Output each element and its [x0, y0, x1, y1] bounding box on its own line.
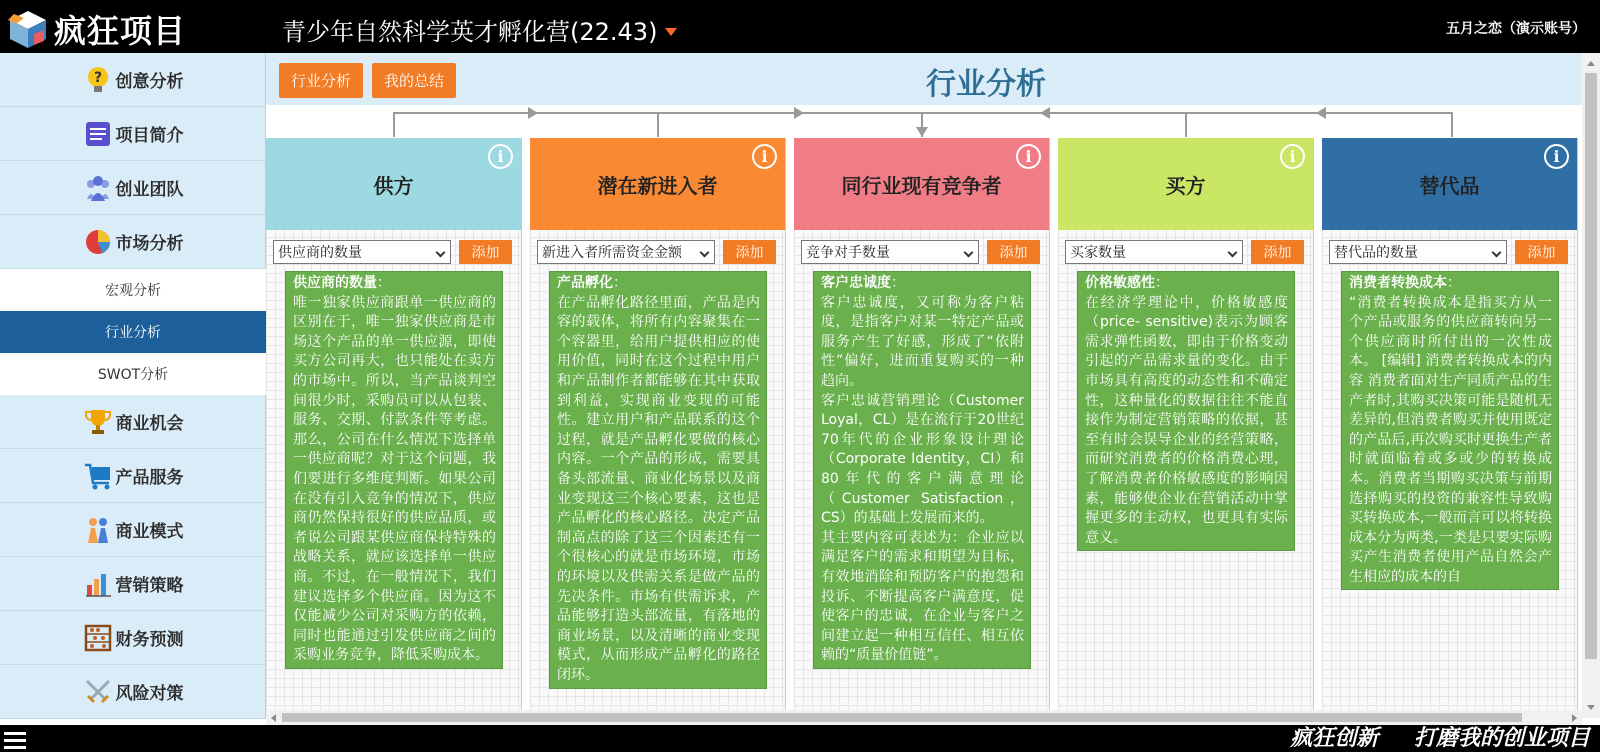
- footer-bar: [0, 725, 1600, 752]
- add-button[interactable]: 添加: [459, 240, 512, 264]
- people-icon: [82, 514, 114, 546]
- project-title: 青少年自然科学英才孵化营(22.43): [282, 18, 658, 46]
- info-icon[interactable]: i: [1544, 144, 1569, 169]
- factor-card: [285, 271, 503, 669]
- user-account[interactable]: 五月之恋（演示账号）: [1446, 21, 1586, 37]
- column-substitutes: [1322, 138, 1578, 748]
- factor-card: [1077, 271, 1295, 551]
- add-button[interactable]: 添加: [723, 240, 776, 264]
- sidebar-item-financial-forecast[interactable]: [0, 611, 266, 665]
- sidebar-item-label: 财务预测: [115, 630, 184, 650]
- factor-card-colon: ：: [891, 275, 905, 291]
- main-content: [266, 53, 1582, 725]
- page-title: 行业分析: [926, 67, 1046, 102]
- logo-cube-icon: [6, 8, 50, 50]
- sidebar-item-label: 市场分析: [115, 234, 184, 254]
- factor-select[interactable]: [1329, 240, 1507, 264]
- sidebar-item-project-intro[interactable]: [0, 107, 266, 161]
- info-icon[interactable]: i: [488, 144, 513, 169]
- chevron-down-icon: [964, 248, 974, 258]
- factor-card-title: 消费者转换成本: [1349, 275, 1447, 291]
- column-existing-competitors: [794, 138, 1050, 748]
- factor-card-text: 在经济学理论中，价格敏感度（price- sensitive)表示为顾客需求弹性函数，即由于价格变动引起的产品需求量的变化。由于市场具有高度的动态性和不确定性，这种量化的数据往往不能直接作为制定营销策略的依据，甚至有时会误导企业的经营策略，而研究消费者的价格消费心理，了解消费者价格敏感度的影响因素，能够使企业在营销活动中掌握更多的主动权，也更具有实际意义。: [1085, 294, 1288, 546]
- footer-slogan: 疯狂创新 打磨我的创业项目: [1290, 726, 1590, 751]
- control-row: [801, 240, 1046, 266]
- scroll-up-icon[interactable]: [1587, 61, 1595, 66]
- control-row: [1065, 240, 1310, 266]
- control-row: [1329, 240, 1574, 266]
- sidebar-item-label: 商业模式: [115, 522, 184, 542]
- control-row: [273, 240, 518, 266]
- sidebar-item-label: 创业团队: [115, 180, 184, 200]
- column-title: 潜在新进入者: [597, 173, 718, 198]
- svg-text:?: ?: [93, 69, 102, 86]
- column-buyers: [1058, 138, 1314, 748]
- vertical-scrollbar[interactable]: [1582, 53, 1600, 718]
- add-button[interactable]: 添加: [987, 240, 1040, 264]
- factor-card: [1341, 271, 1559, 590]
- factor-card-colon: ：: [377, 275, 391, 291]
- column-header: [266, 138, 521, 230]
- bar-chart-icon: [82, 568, 114, 600]
- five-forces-connectors: [266, 105, 1582, 139]
- trophy-icon: [82, 406, 114, 438]
- chevron-down-icon: [436, 248, 446, 258]
- sidebar-item-business-opportunity[interactable]: [0, 395, 266, 449]
- column-potential-entrants: [530, 138, 786, 748]
- abacus-icon: [82, 622, 114, 654]
- column-header: [1322, 138, 1577, 230]
- hamburger-menu-icon[interactable]: [4, 728, 26, 748]
- sidebar-subitem-swot-analysis[interactable]: SWOT分析: [0, 353, 266, 395]
- scroll-left-icon[interactable]: [271, 714, 276, 722]
- column-suppliers: [266, 138, 522, 748]
- factor-card-colon: ：: [1155, 275, 1169, 291]
- column-header: [794, 138, 1049, 230]
- control-row: [537, 240, 782, 266]
- factor-card-title: 供应商的数量: [293, 275, 377, 291]
- factor-card-text: 客户忠诚度，又可称为客户粘度，是指客户对某一特定产品或服务产生了好感，形成了“依附性”偏好，进而重复购买的一种趋向。 客户忠诚营销理论（Customer Loyal，CL）是在流行于20世纪70年代的企业形象设计理论（Corporate Identity，CI）和80年代的客户满意理论（Customer Satisfaction，CS）的基础上发展而来的。 其主要内容可表述为：企业应以满足客户的需求和期望为目标，有效地消除和预防客户的抱怨和投诉、不断提高客户满意度，促使客户的忠诚，在企业与客户之间建立起一种相互信任、相互依赖的“质量价值链”。: [821, 294, 1024, 664]
- add-button[interactable]: 添加: [1251, 240, 1304, 264]
- add-button[interactable]: 添加: [1515, 240, 1568, 264]
- sidebar-subitem-macro-analysis[interactable]: 宏观分析: [0, 269, 266, 311]
- column-header: [530, 138, 785, 230]
- top-bar: [0, 0, 1600, 53]
- factor-select[interactable]: [801, 240, 979, 264]
- sidebar-item-label: 创意分析: [115, 72, 184, 92]
- pie-chart-icon: [82, 226, 114, 258]
- sidebar-item-market-analysis[interactable]: [0, 215, 266, 269]
- factor-card-text: 在产品孵化路径里面，产品是内容的载体，将所有内容聚集在一个容器里，给用户提供相应的使用价值，同时在这个过程中用户和产品制作者都能够在其中获取到利益，实现商业变现的可能性。建立用户和产品联系的这个过程，就是产品孵化要做的核心内容。一个产品的形成，需要具备头部流量、商业化场景以及商业变现这三个核心要素，这也是产品孵化的核心路径。决定产品制高点的除了这三个因素还有一个很核心的就是市场环境，市场的环境以及供需关系是做产品的先决条件。市场有供需诉求，产品能够打造头部流量，有落地的商业场景，以及清晰的商业变现模式，从而形成产品孵化的路径闭环。: [557, 294, 760, 683]
- column-title: 买方: [1165, 173, 1206, 198]
- sidebar-item-creative-analysis[interactable]: [0, 53, 266, 107]
- document-icon: [82, 118, 114, 150]
- scrollbar-thumb[interactable]: [282, 713, 1522, 722]
- factor-select-value: 竞争对手数量: [806, 245, 890, 261]
- factor-select[interactable]: [1065, 240, 1243, 264]
- scroll-right-icon[interactable]: [1572, 714, 1577, 722]
- column-title: 同行业现有竞争者: [841, 173, 1002, 198]
- factor-card-colon: ：: [613, 275, 627, 291]
- sidebar-item-business-model[interactable]: [0, 503, 266, 557]
- info-icon[interactable]: i: [1280, 144, 1305, 169]
- sidebar-item-label: 项目简介: [115, 126, 184, 146]
- logo-text: 疯狂项目: [54, 12, 187, 50]
- sidebar-item-product-service[interactable]: [0, 449, 266, 503]
- scrollbar-thumb[interactable]: [1585, 73, 1597, 659]
- app-logo[interactable]: [6, 6, 186, 52]
- factor-card-colon: ：: [1447, 275, 1461, 291]
- factor-card-title: 客户忠诚度: [821, 275, 891, 291]
- factor-select-value: 替代品的数量: [1334, 245, 1418, 261]
- horizontal-scrollbar[interactable]: [266, 710, 1582, 725]
- tab-my-summary[interactable]: 我的总结: [372, 63, 456, 98]
- page-header: [266, 53, 1582, 105]
- column-title: 替代品: [1419, 173, 1480, 198]
- factor-select-value: 供应商的数量: [278, 245, 362, 261]
- sidebar-item-label: 产品服务: [115, 468, 184, 488]
- sidebar-item-marketing-strategy[interactable]: [0, 557, 266, 611]
- info-icon[interactable]: i: [752, 144, 777, 169]
- sidebar: [0, 53, 266, 725]
- factor-card: [813, 271, 1031, 669]
- factor-select[interactable]: [537, 240, 715, 264]
- chevron-down-icon: [1228, 248, 1238, 258]
- scroll-down-icon[interactable]: [1587, 705, 1595, 710]
- factor-select-value: 买家数量: [1070, 245, 1126, 261]
- factor-card-title: 产品孵化: [557, 275, 613, 291]
- factor-select-value: 新进入者所需资金金额: [542, 245, 682, 261]
- factor-card: [549, 271, 767, 689]
- sidebar-subitem-industry-analysis[interactable]: 行业分析: [0, 311, 266, 353]
- project-selector[interactable]: [282, 12, 677, 47]
- team-icon: [82, 172, 114, 204]
- cart-icon: [82, 460, 114, 492]
- sidebar-item-label: 风险对策: [115, 684, 184, 704]
- crossed-swords-icon: [82, 676, 114, 708]
- factor-card-title: 价格敏感性: [1085, 275, 1155, 291]
- factor-select[interactable]: [273, 240, 451, 264]
- factor-card-text: 唯一独家供应商跟单一供应商的区别在于，唯一独家供应商是市场这个产品的单一供应源，即使买方公司再大，也只能处在卖方的市场中。所以，当产品谈判空间很少时，采购员可以从包装、服务、交期、付款条件等考虑。那么，公司在什么情况下选择单一供应商呢？对于这个问题，我们要进行多维度判断。如果公司在没有引入竞争的情况下，供应商仍然保持很好的供应品质，或者说公司跟某供应商保持特殊的战略关系，就应该选择单一供应商。不过，在一般情况下，我们建议选择多个供应商。因为这不仅能减少公司对采购方的依赖，同时也能通过引发供应商之间的采购业务竞争，降低采购成本。: [293, 294, 496, 664]
- sidebar-item-label: 营销策略: [115, 576, 184, 596]
- column-header: [1058, 138, 1313, 230]
- chevron-down-icon: [700, 248, 710, 258]
- sidebar-item-risk-countermeasures[interactable]: [0, 665, 266, 719]
- info-icon[interactable]: i: [1016, 144, 1041, 169]
- lightbulb-question-icon: [82, 64, 114, 96]
- factor-card-text: “消费者转换成本是指买方从一个产品或服务的供应商转向另一个供应商时所付出的一次性成本。 [编辑] 消费者转换成本的内容 消费者面对生产同质产品的生产者时,其购买决策可能是随机无差异的,但消费者购买并使用既定的产品后,再次购买时更换生产者时就面临着或多或少的转换成本。消费者当期购买决策与前期选择购买的投资的兼容性导致购买转换成本,一般而言可以将转换成本分为两类,一类是只要实际购买产生消费者使用产品自然会产生相应的成本的自: [1349, 294, 1552, 585]
- sidebar-item-label: 商业机会: [115, 414, 184, 434]
- chevron-down-icon: [1492, 248, 1502, 258]
- sidebar-item-team[interactable]: [0, 161, 266, 215]
- tab-industry-analysis[interactable]: 行业分析: [279, 63, 363, 98]
- column-title: 供方: [373, 173, 414, 198]
- caret-down-icon: [665, 28, 677, 36]
